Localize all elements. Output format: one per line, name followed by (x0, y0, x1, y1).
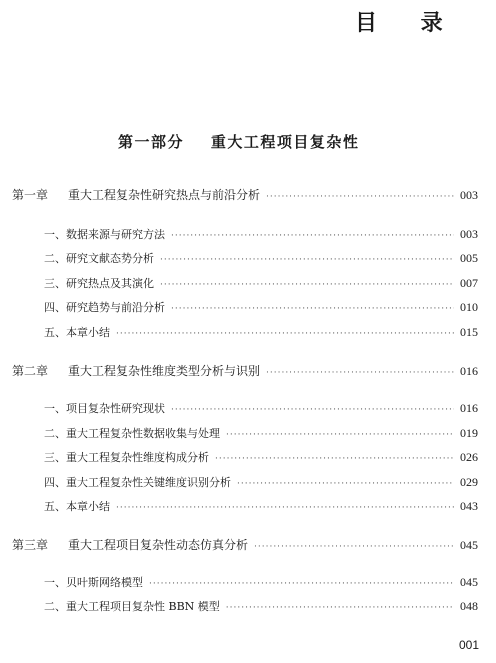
toc-section[interactable] (44, 250, 478, 266)
chapter-number: 第二章 (12, 364, 49, 378)
page-number: 029 (460, 475, 478, 489)
toc-chapter-3[interactable] (12, 536, 478, 553)
dot-leader (171, 405, 454, 415)
dot-leader (237, 479, 454, 489)
section-title: 二、研究文献态势分析 (44, 252, 154, 265)
section-title: 三、研究热点及其演化 (44, 277, 154, 290)
dot-leader (254, 542, 454, 552)
page-number: 043 (460, 499, 478, 513)
dot-leader (215, 454, 454, 464)
page-number: 026 (460, 450, 478, 464)
toc-chapter-1[interactable] (12, 186, 478, 203)
dot-leader (266, 192, 454, 202)
page-title: 目 录 (355, 11, 461, 36)
section-title: 四、重大工程复杂性关键维度识别分析 (44, 476, 231, 489)
page-number: 010 (460, 300, 478, 314)
page-number: 016 (460, 401, 478, 415)
toc-section[interactable] (44, 498, 478, 514)
toc-section[interactable] (44, 400, 478, 416)
dot-leader (266, 368, 454, 378)
section-title: 五、本章小结 (44, 500, 110, 513)
page-number: 005 (460, 251, 478, 265)
dot-leader (160, 280, 454, 290)
page-number: 045 (460, 538, 478, 552)
page-number: 003 (460, 188, 478, 202)
chapter-number: 第一章 (12, 188, 49, 202)
chapter-number: 第三章 (12, 538, 49, 552)
dot-leader (171, 231, 454, 241)
dot-leader (226, 430, 454, 440)
part-title: 第一部分 重大工程项目复杂性 (118, 133, 360, 151)
chapter-title: 重大工程复杂性维度类型分析与识别 (68, 364, 261, 378)
toc-section[interactable] (44, 275, 478, 291)
page-folio: 001 (459, 638, 480, 652)
page-number: 019 (460, 426, 478, 440)
toc-section[interactable] (44, 474, 478, 490)
page-number: 007 (460, 276, 478, 290)
section-title: 一、项目复杂性研究现状 (44, 402, 165, 415)
toc-section[interactable] (44, 299, 478, 315)
dot-leader (171, 304, 454, 314)
section-title: 二、重大工程项目复杂性 BBN 模型 (44, 600, 220, 613)
page-number: 048 (460, 599, 478, 613)
page-number: 045 (460, 575, 478, 589)
dot-leader (116, 503, 454, 513)
section-title: 一、贝叶斯网络模型 (44, 576, 143, 589)
toc-section[interactable] (44, 449, 478, 465)
section-title: 一、数据来源与研究方法 (44, 228, 165, 241)
section-title: 五、本章小结 (44, 326, 110, 339)
toc-section[interactable] (44, 324, 478, 340)
toc-chapter-2[interactable] (12, 362, 478, 379)
section-title: 四、研究趋势与前沿分析 (44, 301, 165, 314)
toc-section[interactable] (44, 598, 478, 614)
page-number: 015 (460, 325, 478, 339)
page-number: 003 (460, 227, 478, 241)
section-title: 三、重大工程复杂性维度构成分析 (44, 451, 209, 464)
page-number: 016 (460, 364, 478, 378)
dot-leader (160, 255, 454, 265)
dot-leader (149, 579, 454, 589)
toc-section[interactable] (44, 425, 478, 441)
dot-leader (116, 329, 454, 339)
chapter-title: 重大工程复杂性研究热点与前沿分析 (68, 188, 261, 202)
section-title: 二、重大工程复杂性数据收集与处理 (44, 427, 220, 440)
dot-leader (226, 603, 454, 613)
toc-section[interactable] (44, 226, 478, 242)
chapter-title: 重大工程项目复杂性动态仿真分析 (68, 538, 249, 552)
toc-section[interactable] (44, 574, 478, 590)
